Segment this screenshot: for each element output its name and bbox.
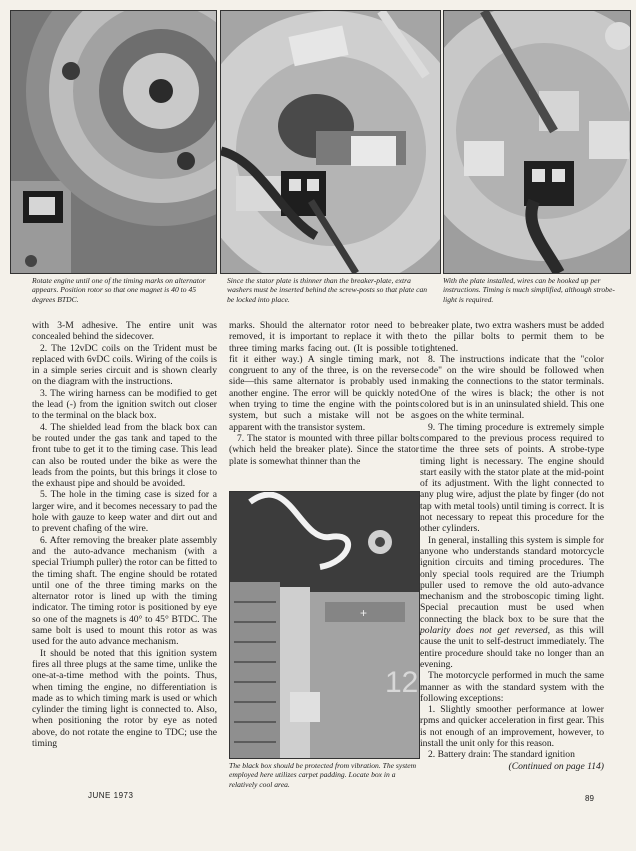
article-column-1 [32, 320, 217, 749]
photo-alternator-rotor [10, 10, 217, 274]
paragraph: marks. Should the alternator rotor need to be removed, it is important to replace it with the three timing marks facing out. (It is possible to fit it either way.) A single timing mark, not congruent to any of the three, is on the reverse side—this same alternator is probably used in another engine. The error will be quickly noted when trying to time the engine with the points system, but such a mistake will not be as apparent with the transistor system. [229, 320, 419, 433]
page-number: 89 [585, 794, 594, 803]
paragraph: 9. The timing procedure is extremely simple compared to the previous process required to time the three sets of points. A strobe-type timing light is necessary. The engine should start easily with the stator plate at the mid-point of its adjustment. With the light connected to any plug wire, adjust the plate by finger (do not tap with metal tools) until timing is correct. It is not necessary to repeat this procedure for the other cylinders. [420, 421, 604, 535]
photo-black-box [229, 491, 420, 759]
paragraph: breaker plate, two extra washers must be added to the pillar bolts to permit them to be tightened. [420, 320, 604, 354]
paragraph: 2. The 12vDC coils on the Trident must be replaced with 6vDC coils. Wiring of the coils is in a simple series circuit and is shown clearly on the diagram with the instructions. [32, 342, 217, 388]
paragraph: 5. The hole in the timing case is sized for a larger wire, and it becomes necessary to pad the hole with gauze to keep water and dirt out and to prevent chafing of the wire. [32, 489, 217, 535]
continued-note: (Continued on page 114) [508, 760, 604, 772]
article-column-2 [229, 320, 419, 467]
paragraph: 8. The instructions indicate that the "color code" on the wire should be followed when making the connections to the stator terminals. One of the wires is black; the other is not colored but is in an uninsulated shield. This one goes on the white terminal. [420, 353, 604, 422]
photo-caption: Rotate engine until one of the timing marks on alternator appears. Position rotor so that one magnet is 40 to 45 degrees BTDC. [32, 276, 206, 304]
paragraph: with 3-M adhesive. The entire unit was concealed behind the sidecover. [32, 320, 217, 343]
issue-date: JUNE 1973 [88, 791, 134, 800]
paragraph: The motorcycle performed in much the same manner as with the standard system with the following exceptions: [420, 670, 604, 704]
paragraph: 1. Slightly smoother performance at lower rpms and quicker acceleration in first gear. This is not enough of an improvement, however, to install the unit only for this reason. [420, 704, 604, 749]
photo-caption: The black box should be protected from vibration. The system employed here utilizes carpet padding. Locate box in a relatively cool area. [229, 761, 417, 789]
photo-caption: Since the stator plate is thinner than the breaker-plate, extra washers must be inserted behind the screw-posts so that plate can be locked into place. [227, 276, 428, 304]
photo-plate-installed [443, 10, 631, 274]
paragraph: In general, installing this system is simple for anyone who understands standard motorcycle ignition circuits and timing procedures. The only special tools required are the Triumph puller used to remove the old auto-advance mechanism and the stroboscopic timing light. Special precaution must be used when connecting the black box to be sure that the polarity does not get reversed, as this will cause the unit to self-destruct immediately. The entire procedure should take no longer than an evening. [420, 534, 604, 670]
paragraph: 6. After removing the breaker plate assembly and the auto-advance mechanism (with a special Triumph puller) the rotor can be fitted to the timing shaft. The engine should be rotated until one of the three timing marks on the alternator rotor is lined up with the timing indicator. The timing rotor is positioned by eye so one of the magnets is 40° to 45° BTDC. The same bolt is used to mount this rotor as was used for the auto advance mechanism. [32, 534, 217, 648]
paragraph: 3. The wiring harness can be modified to get the lead (-) from the ignition switch out closer to the terminal on the black box. [32, 387, 217, 422]
svg-text:+: + [360, 606, 368, 620]
photo-stator-plate [220, 10, 441, 274]
paragraph: 4. The shielded lead from the black box can be routed under the gas tank and taped to the front tube to get it to the timing case. This lead can also be routed under the bike as were the leads from the points, but this brings it close to the exhaust pipe and should be avoided. [32, 421, 217, 490]
paragraph: It should be noted that this ignition system fires all three plugs at the same time, unlike the one-at-a-time method with the points. Thus, when timing the engine, no differentiation is made as to which timing mark is used or which cylinder the timing light is connected to. Also, when positioning the rotor by eye as noted above, do not rotate the engine to TDC; use the timing [32, 647, 217, 749]
article-column-3 [420, 320, 604, 772]
photo-caption: With the plate installed, wires can be hooked up per instructions. Timing is much simplified, although strobe-light is required. [443, 276, 615, 304]
battery-label-12: 12 [385, 666, 419, 699]
paragraph: 2. Battery drain: The standard ignition [428, 749, 575, 761]
paragraph: 7. The stator is mounted with three pillar bolts (which held the breaker plate). Since the stator plate is somewhat thinner than the [229, 432, 419, 467]
